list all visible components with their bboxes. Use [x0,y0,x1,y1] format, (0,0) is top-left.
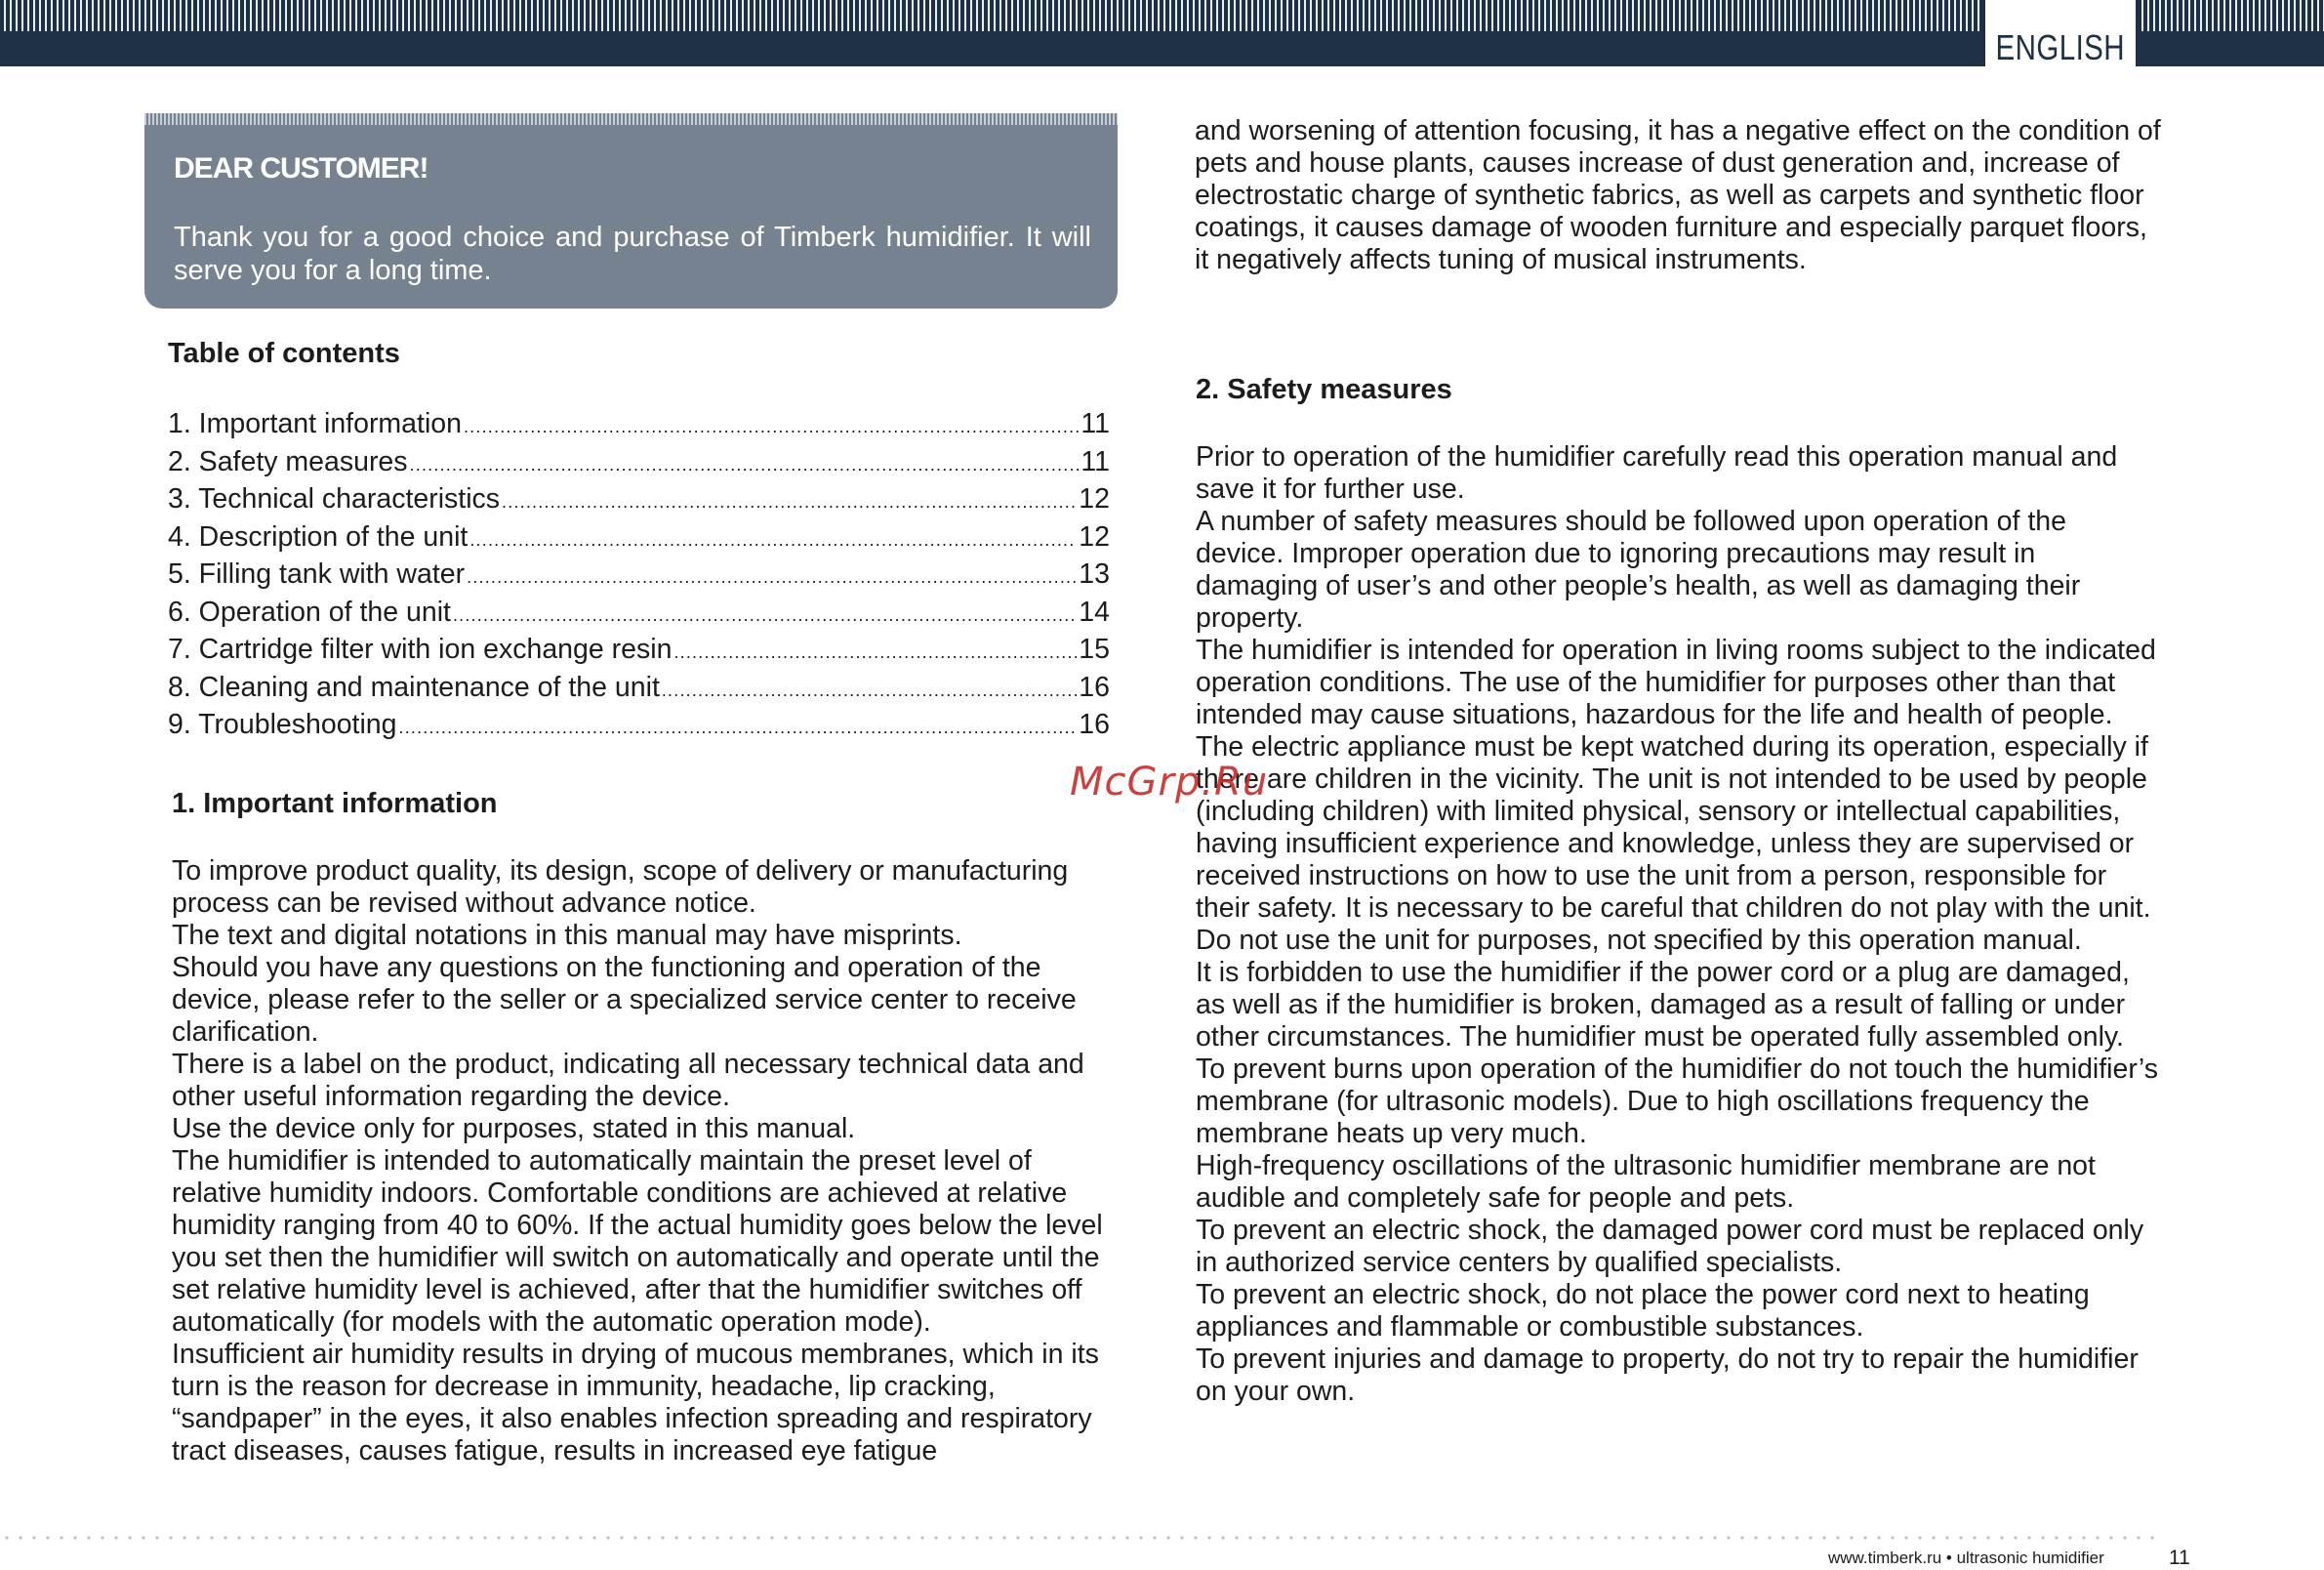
paragraph: and worsening of attention focusing, it has a negative effect on the condition of pets and house plants, causes increase of dust generation and, increase of electrostatic charge of synthetic fabrics, as well as carpets and synthetic floor coatings, it causes damage of wooden furniture and especially parquet floors, it negatively affects tuning of musical instruments. [1195,115,2161,275]
toc-item-page: 15 [1079,634,1110,665]
paragraph: Prior to operation of the humidifier carefully read this operation manual and save it for further use. [1196,441,2118,505]
language-tab [1985,0,2136,70]
toc-leader-dots [673,637,1077,669]
toc-item[interactable] [168,408,1110,446]
toc-item-label: 3. Technical characteristics [168,483,501,515]
header-bar [0,0,2324,66]
paragraph: The humidifier is intended for operation in living rooms subject to the indicated operation conditions. The use of the humidifier for purposes other than that intended may cause situations, hazardous for the life and health of people. [1196,635,2156,730]
toc-item-label: 1. Important information [168,408,462,439]
paragraph: To prevent an electric shock, do not place the power cord next to heating appliances and flammable or combustible substances. [1196,1279,2090,1343]
section-body [1196,441,2162,1408]
paragraph: High-frequency oscillations of the ultrasonic humidifier membrane are not audible and completely safe for people and pets. [1196,1150,2096,1214]
page-number: 11 [2169,1547,2190,1569]
toc-leader-dots [662,675,1077,707]
paragraph: To prevent an electric shock, the damaged power cord must be replaced only in authorized service centers by qualified specialists. [1196,1215,2144,1278]
greeting-title: DEAR CUSTOMER! [174,152,428,185]
toc-item-label: 7. Cartridge filter with ion exchange resin [168,634,673,665]
greeting-box [144,113,1118,309]
toc-leader-dots [467,561,1077,594]
footer-divider [0,1536,2157,1540]
toc-item-label: 5. Filling tank with water [168,558,466,590]
toc-item[interactable] [168,558,1110,597]
toc-item-page: 11 [1080,408,1110,439]
paragraph: To improve product quality, its design, scope of delivery or manufacturing process can be revised without advance notice. [172,855,1069,919]
table-of-contents [168,338,1110,747]
toc-item[interactable] [168,597,1110,635]
paragraph: The text and digital notations in this manual may have misprints. [172,920,962,951]
paragraph: Do not use the unit for purposes, not specified by this operation manual. [1196,925,2082,956]
toc-item[interactable] [168,672,1110,710]
toc-leader-dots [399,712,1078,744]
toc-item-page: 16 [1079,671,1110,703]
toc-list [168,408,1110,747]
paragraph: A number of safety measures should be followed upon operation of the device. Improper operation due to ignoring precautions may result in damaging of user’s and other people’s health, as well as damaging their property. [1196,506,2081,634]
header-stripe-pattern-right [2138,0,2324,31]
section-body [172,855,1109,1467]
section-heading: 1. Important information [172,788,498,819]
toc-leader-dots [502,486,1077,518]
paragraph: Should you have any questions on the functioning and operation of the device, please refer to the seller or a specialized service center to receive clarification. [172,952,1077,1048]
watermark: McGrp.Ru [1070,760,1269,805]
greeting-text: Thank you for a good choice and purchase of Timberk humidifier. It will serve you for a long time. [174,222,1091,286]
paragraph: There is a label on the product, indicating all necessary technical data and other useful information regarding the device. [172,1049,1084,1112]
toc-item-label: 2. Safety measures [168,445,408,477]
language-label: ENGLISH [1995,27,2126,67]
toc-item[interactable] [168,634,1110,672]
toc-item-page: 16 [1079,709,1110,740]
toc-leader-dots [469,524,1077,557]
toc-item[interactable] [168,709,1110,747]
greeting-stripe-pattern [144,113,1118,125]
toc-item-page: 12 [1079,483,1110,515]
paragraph: To prevent injuries and damage to property, do not try to repair the humidifier on your own. [1196,1343,2139,1407]
section-important-information [172,788,1109,1467]
toc-title: Table of contents [168,338,400,369]
paragraph: The electric appliance must be kept watched during its operation, especially if there are children in the vicinity. The unit is not intended to be used by people (including children) with limited physical, sensory or intellectual capabilities, having insufficient experience and knowledge, unless they are supervised or received instructions on how to use the unit from a person, responsible for their safety. It is necessary to be careful that children do not play with the unit. [1196,731,2151,924]
paragraph: Use the device only for purposes, stated in this manual. [172,1113,856,1144]
toc-item[interactable] [168,446,1110,484]
toc-item-label: 9. Troubleshooting [168,709,397,740]
toc-item-label: 4. Description of the unit [168,520,469,553]
toc-item-label: 8. Cleaning and maintenance of the unit [168,671,660,703]
paragraph: The humidifier is intended to automatically maintain the preset level of relative humidity indoors. Comfortable conditions are achieved at relative humidity ranging from 40 to 60%. If the actual humidity goes below the level you set then the humidifier will switch on automatically and operate until the set relative humidity level is achieved, after that the humidifier switches off automatically (for models with the automatic operation mode). [172,1145,1103,1338]
section-continuation [1195,115,2161,276]
toc-item-page: 11 [1080,445,1110,477]
toc-item-page: 13 [1079,558,1110,590]
toc-leader-dots [453,599,1077,632]
footer-site: www.timberk.ru • ultrasonic humidifier [1828,1549,2104,1567]
paragraph: It is forbidden to use the humidifier if the power cord or a plug are damaged, as well as if the humidifier is broken, damaged as a result of falling or under other circumstances. The humidifier must be operated fully assembled only. [1196,957,2130,1053]
toc-item-page: 12 [1079,520,1110,553]
toc-leader-dots [464,411,1079,443]
toc-item-label: 6. Operation of the unit [168,596,451,628]
toc-leader-dots [410,449,1080,481]
paragraph: To prevent burns upon operation of the humidifier do not touch the humidifier’s membrane (for ultrasonic models). Due to high oscillations frequency the membrane heats up very much. [1196,1054,2158,1149]
header-stripe-pattern [0,0,1982,31]
section-safety-measures [1196,374,2162,1408]
toc-item-page: 14 [1079,596,1110,628]
toc-item[interactable] [168,521,1110,559]
paragraph: Insufficient air humidity results in drying of mucous membranes, which in its turn is the reason for decrease in immunity, headache, lip cracking, “sandpaper” in the eyes, it also enables infection spreading and respiratory tract diseases, causes fatigue, results in increased eye fatigue [172,1339,1099,1467]
toc-item[interactable] [168,483,1110,521]
section-heading: 2. Safety measures [1196,374,1452,405]
